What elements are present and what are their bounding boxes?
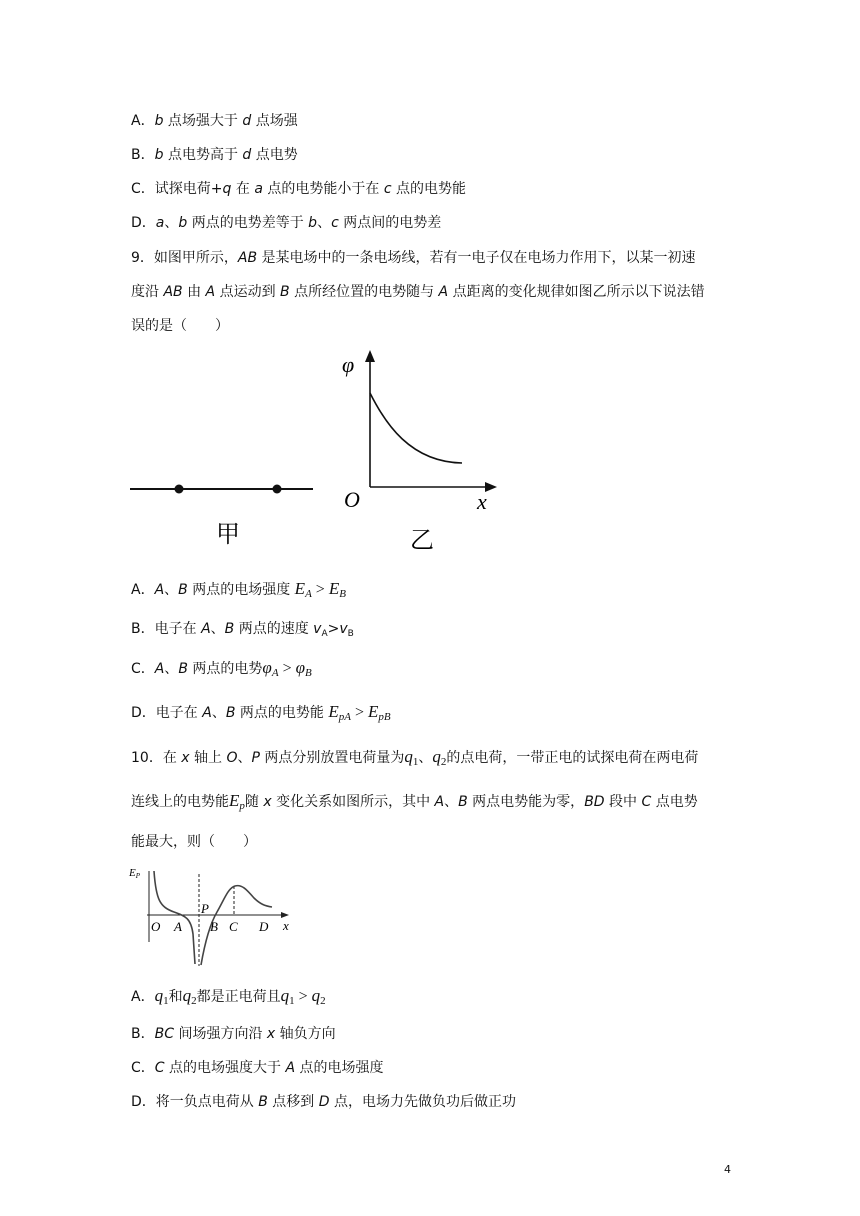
q8-option-a: A．b 点场强大于 d 点场强 [131, 113, 298, 129]
label-a: A [174, 919, 182, 934]
q9-option-b: B．电子在 A、B 两点的速度 $v_A>v_B$ [131, 621, 354, 639]
page-number: 4 [724, 1163, 731, 1176]
label-o: O [151, 919, 161, 934]
label-p: P [201, 901, 209, 916]
q9-option-d: D．电子在 A、B 两点的电势能 $E_{pA} > E_{pB}$ [131, 702, 391, 723]
q9-option-c: C．A、B 两点的电势$\varphi_A > \varphi_B$ [131, 658, 312, 679]
label-c: C [229, 919, 238, 934]
label-x: x [283, 918, 289, 933]
q8-option-d: D．a、b 两点的电势差等于 b、c 两点间的电势差 [131, 215, 442, 231]
q8-option-c: C．试探电荷+q 在 a 点的电势能小于在 c 点的电势能 [131, 181, 466, 197]
q9-stem-line2: 度沿 AB 由 A 点运动到 B 点所经位置的电势随与 A 点距离的变化规律如图乙所示以下说法错 [131, 284, 705, 300]
potential-curve [370, 393, 462, 463]
q8-option-b: B．b 点电势高于 d 点电势 [131, 147, 298, 163]
figure-jia [125, 478, 325, 554]
axis-phi-label: φ [342, 352, 355, 377]
q10-stem-line3: 能最大，则（ ） [131, 834, 257, 850]
q10-stem-line1: 10．在 x 轴上 O、P 两点分别放置电荷量为$q_1$、$q_2$的点电荷，一带正电的试探电荷在两电荷 [131, 747, 699, 768]
q9-stem-line3: 误的是（ ） [131, 318, 229, 334]
point-b-dot [273, 485, 282, 494]
figure-yi-label: 乙 [410, 526, 434, 554]
ep-curve-left [154, 871, 195, 964]
figure-yi-graph [335, 345, 510, 555]
q10-option-b: B．BC 间场强方向沿 x 轴负方向 [131, 1026, 336, 1042]
label-b: B [210, 919, 218, 934]
x-axis-arrow [485, 482, 497, 492]
q9-option-a: A．A、B 两点的电场强度 $E_A > E_B$ [131, 579, 346, 600]
origin-label: O [344, 487, 360, 512]
label-d: D [259, 919, 269, 934]
q10-stem-line2: 连线上的电势能$E_p$随 x 变化关系如图所示，其中 A、B 两点电势能为零，BD 段中 C 点电势 [131, 791, 698, 812]
point-a-dot [175, 485, 184, 494]
phi-axis-arrow [365, 350, 375, 362]
q9-stem-line1: 9．如图甲所示，AB 是某电场中的一条电场线，若有一电子仅在电场力作用下，以某一初速 [131, 250, 696, 266]
figure-jia-label: 甲 [216, 520, 240, 548]
ep-label: EP [129, 867, 141, 880]
axis-x-label: x [477, 489, 487, 514]
q10-option-c: C．C 点的电场强度大于 A 点的电场强度 [131, 1060, 384, 1076]
q10-option-a: A．$q_1$和$q_2$都是正电荷且$q_1 > q_2$ [131, 986, 326, 1007]
figure-ep-graph [125, 862, 300, 970]
q10-option-d: D．将一负点电荷从 B 点移到 D 点，电场力先做负功后做正功 [131, 1094, 516, 1110]
